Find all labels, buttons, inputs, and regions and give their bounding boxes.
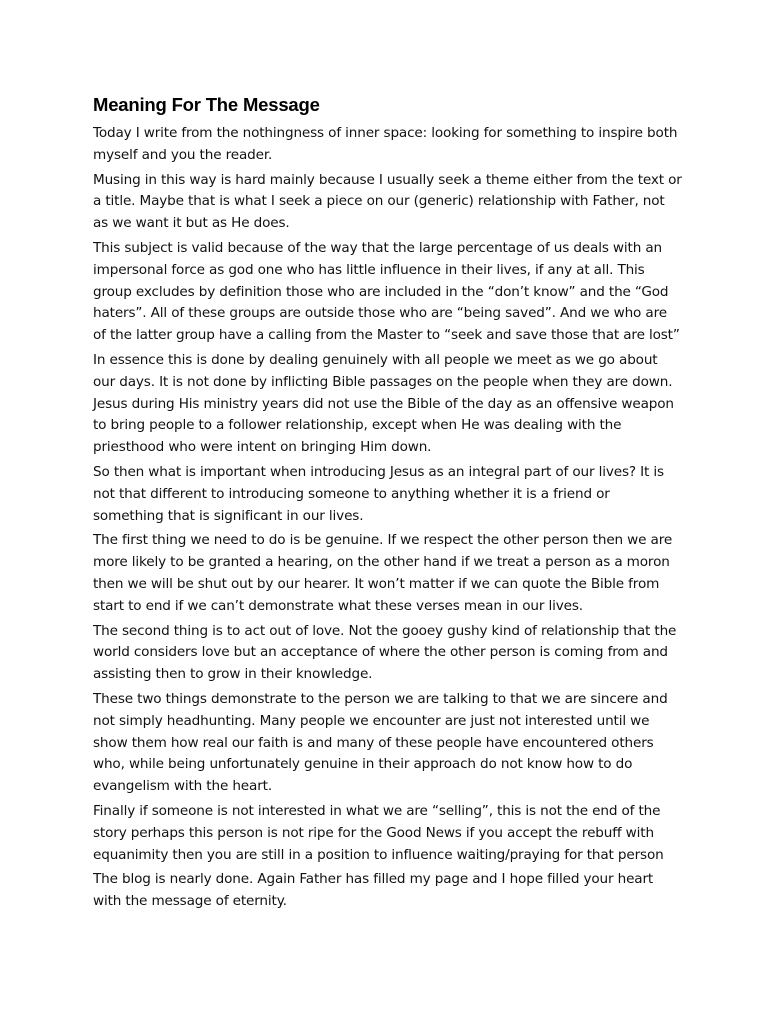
page-title: Meaning For The Message	[93, 94, 320, 115]
paragraph-6: The first thing we need to do is be genuine. If we respect the other person then we are more likely to be granted a hearing, on the other hand if we treat a person as a moron then we will be shut out by our hearer. It won’t matter if we can quote the Bible from start to end if we can’t demonstrate what these verses mean in our lives.	[93, 532, 673, 614]
paragraph-9: Finally if someone is not interested in what we are “selling”, this is not the end of the story perhaps this person is not ripe for the Good News if you accept the rebuff with equanimity then you are still in a position to influence waiting/praying for that person	[93, 802, 664, 863]
paragraph-5: So then what is important when introducing Jesus as an integral part of our lives? It is not that different to introducing someone to anything whether it is a friend or something that is significant in our lives.	[93, 463, 664, 524]
paragraph-1: Today I write from the nothingness of inner space: looking for something to inspire both myself and you the reader.	[93, 125, 678, 163]
paragraph-2: Musing in this way is hard mainly because I usually seek a theme either from the text or a title. Maybe that is what I seek a piece on our (generic) relationship with Father, not as we want it but as He does.	[93, 171, 682, 232]
paragraph-4: In essence this is done by dealing genuinely with all people we meet as we go about our days. It is not done by inflicting Bible passages on the people when they are down. Jesus during His ministry years did not use the Bible of the day as an offensive weapon to bring people to a follower relationship, except when He was dealing with the priesthood who were intent on bringing Him down.	[93, 351, 674, 456]
paragraph-8: These two things demonstrate to the person we are talking to that we are sincere and not simply headhunting. Many people we encounter are just not interested until we show them how real our faith is and many of these people have encountered others who, while being unfortunately genuine in their approach do not know how to do evangelism with the heart.	[93, 690, 668, 795]
paragraph-10: The blog is nearly done. Again Father has filled my page and I hope filled your heart with the message of eternity.	[93, 871, 654, 910]
paragraph-3: This subject is valid because of the way that the large percentage of us deals with an impersonal force as god one who has little influence in their lives, if any at all. This group excludes by definition those who are included in the “don’t know” and the “God haters”. All of these groups are outside those who are “being saved”. And we who are of the latter group have a calling from the Master to “seek and save those that are lost”	[93, 239, 680, 344]
paragraph-7: The second thing is to act out of love. Not the gooey gushy kind of relationship that the world considers love but an acceptance of where the other person is coming from and assisting then to grow in their knowledge.	[93, 622, 677, 683]
document-body	[93, 93, 683, 916]
